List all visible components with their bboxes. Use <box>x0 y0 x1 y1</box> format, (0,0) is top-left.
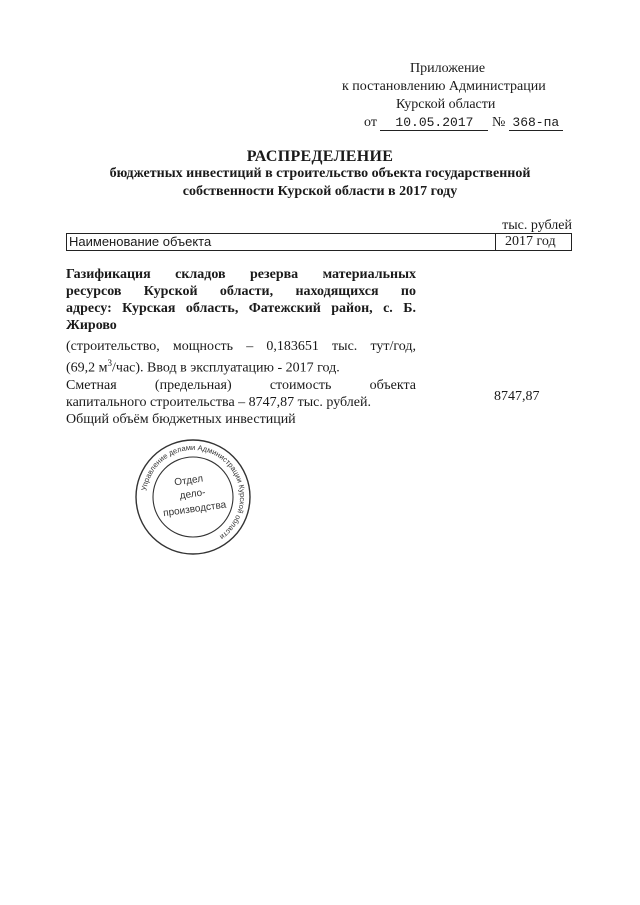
table-header-row <box>66 233 572 251</box>
object-title-line4: Жирово <box>66 318 117 333</box>
stamp-text-line2: дело- <box>179 487 207 502</box>
desc-commissioning: /час). Ввод в эксплуатацию - 2017 год. <box>112 360 340 376</box>
document-subtitle-line1: бюджетных инвестиций в строительство объекта государственной <box>109 166 531 181</box>
number-label: № <box>491 115 506 130</box>
object-description <box>66 338 416 428</box>
appendix-line-region: Курской области <box>396 97 496 112</box>
from-label: от <box>364 115 377 130</box>
desc-capacity: (69,2 м <box>66 360 108 376</box>
document-subtitle-line2: собственности Курской области в 2017 году <box>182 184 458 199</box>
object-cost-line2: капитального строительства – 8747,87 тыс. рублей. <box>66 394 371 410</box>
units-label: тыс. рублей <box>502 218 572 233</box>
column-divider <box>495 234 496 250</box>
office-stamp <box>133 437 253 557</box>
resolution-date: 10.05.2017 <box>380 115 488 131</box>
object-title-line2: ресурсов Курской области, находящихся по <box>66 284 416 299</box>
object-title-line1: Газификация складов резерва материальных <box>66 267 416 282</box>
object-desc-line1: (строительство, мощность – 0,183651 тыс. тут/год, <box>66 339 416 354</box>
appendix-title: Приложение <box>410 61 486 76</box>
column-header-year: 2017 год <box>505 234 556 249</box>
stamp-text-line1: Отдел <box>173 473 204 489</box>
object-title-line3: адресу: Курская область, Фатежский район, с. Б. <box>66 301 416 316</box>
object-total-line: Общий объём бюджетных инвестиций <box>66 411 296 427</box>
desc-superscript: 3 <box>107 358 113 368</box>
object-desc-line2 <box>66 355 416 377</box>
document-title: РАСПРЕДЕЛЕНИЕ <box>246 148 394 165</box>
stamp-ring-text: Управление делами Администрации Курской области <box>139 442 248 542</box>
column-header-name: Наименование объекта <box>69 234 212 249</box>
appendix-line-resolution: к постановлению Администрации <box>342 79 546 94</box>
stamp-text-line3: производства <box>162 499 227 520</box>
amount-2017: 8747,87 <box>494 389 540 404</box>
appendix-date-number <box>364 114 563 132</box>
object-title <box>66 266 416 334</box>
resolution-number: 368-па <box>509 115 563 131</box>
object-cost-line1: Сметная (предельная) стоимость объекта <box>66 377 416 393</box>
